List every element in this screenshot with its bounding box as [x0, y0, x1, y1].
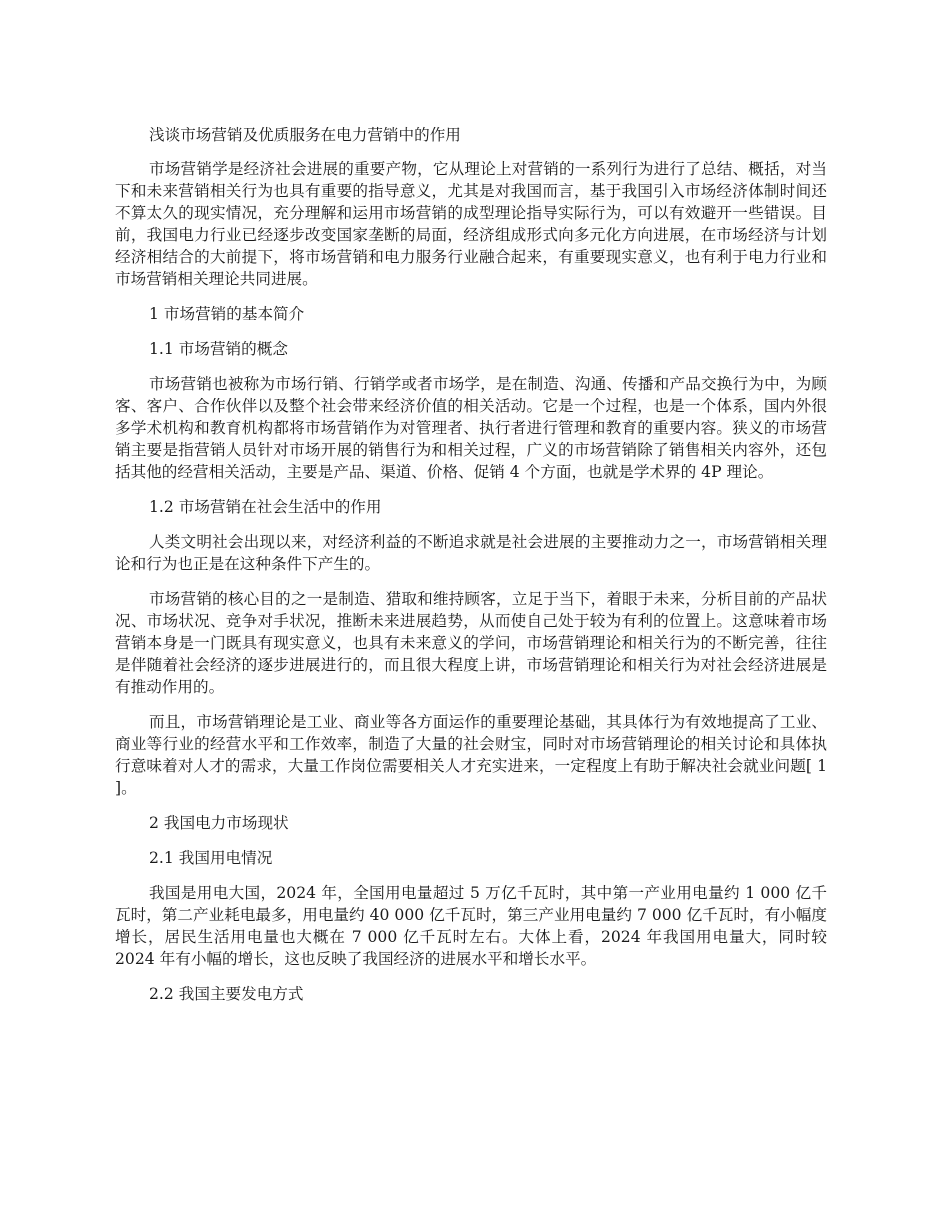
section-2-1-paragraph: 我国是用电大国，2024 年，全国用电量超过 5 万亿千瓦时，其中第一产业用电量约 1 000 亿千瓦时，第二产业耗电最多，用电量约 40 000 亿千瓦时，第三产业用电量约 7 000 亿千瓦时，有小幅度增长，居民生活用电量也大概在 7 000 亿千瓦时左右。大体上看，2024 年我国用电量大，同时较 2024 年有小幅的增长，这也反映了我国经济的进展水平和增长水平。 [115, 884, 827, 968]
document-body [115, 124, 827, 1018]
section-2-2-heading: 2.2 我国主要发电方式 [149, 985, 304, 1003]
section-1-2-paragraph-1: 人类文明社会出现以来，对经济利益的不断追求就是社会进展的主要推动力之一，市场营销相关理论和行为也正是在这种条件下产生的。 [115, 533, 827, 573]
document-title: 浅谈市场营销及优质服务在电力营销中的作用 [149, 126, 461, 144]
section-1-heading: 1 市场营销的基本简介 [149, 305, 305, 323]
section-1-2-heading: 1.2 市场营销在社会生活中的作用 [149, 498, 382, 516]
section-1-1-paragraph: 市场营销也被称为市场行销、行销学或者市场学，是在制造、沟通、传播和产品交换行为中，为顾客、客户、合作伙伴以及整个社会带来经济价值的相关活动。它是一个过程，也是一个体系，国内外很多学术机构和教育机构都将市场营销作为对管理者、执行者进行管理和教育的重要内容。狭义的市场营销主要是指营销人员针对市场开展的销售行为和相关过程，广义的市场营销除了销售相关内容外，还包括其他的经营相关活动，主要是产品、渠道、价格、促销 4 个方面，也就是学术界的 4P 理论。 [115, 375, 827, 481]
section-1-2-paragraph-2: 市场营销的核心目的之一是制造、猎取和维持顾客，立足于当下，着眼于未来，分析目前的产品状况、市场状况、竞争对手状况，推断未来进展趋势，从而使自己处于较为有利的位置上。这意味着市场营销本身是一门既具有现实意义，也具有未来意义的学问，市场营销理论和相关行为的不断完善，往往是伴随着社会经济的逐步进展进行的，而且很大程度上讲，市场营销理论和相关行为对社会经济进展是有推动作用的。 [115, 590, 827, 696]
section-1-2-paragraph-3: 而且，市场营销理论是工业、商业等各方面运作的重要理论基础，其具体行为有效地提高了工业、商业等行业的经营水平和工作效率，制造了大量的社会财宝，同时对市场营销理论的相关讨论和具体执行意味着对人才的需求，大量工作岗位需要相关人才充实进来，一定程度上有助于解决社会就业问题[ 1 ]。 [115, 713, 827, 797]
section-2-1-heading: 2.1 我国用电情况 [149, 849, 273, 867]
intro-paragraph: 市场营销学是经济社会进展的重要产物，它从理论上对营销的一系列行为进行了总结、概括，对当下和未来营销相关行为也具有重要的指导意义，尤其是对我国而言，基于我国引入市场经济体制时间还不算太久的现实情况，充分理解和运用市场营销的成型理论指导实际行为，可以有效避开一些错误。目前，我国电力行业已经逐步改变国家垄断的局面，经济组成形式向多元化方向进展，在市场经济与计划经济相结合的大前提下，将市场营销和电力服务行业融合起来，有重要现实意义，也有利于电力行业和市场营销相关理论共同进展。 [115, 160, 827, 288]
section-2-heading: 2 我国电力市场现状 [149, 814, 289, 832]
section-1-1-heading: 1.1 市场营销的概念 [149, 340, 288, 358]
